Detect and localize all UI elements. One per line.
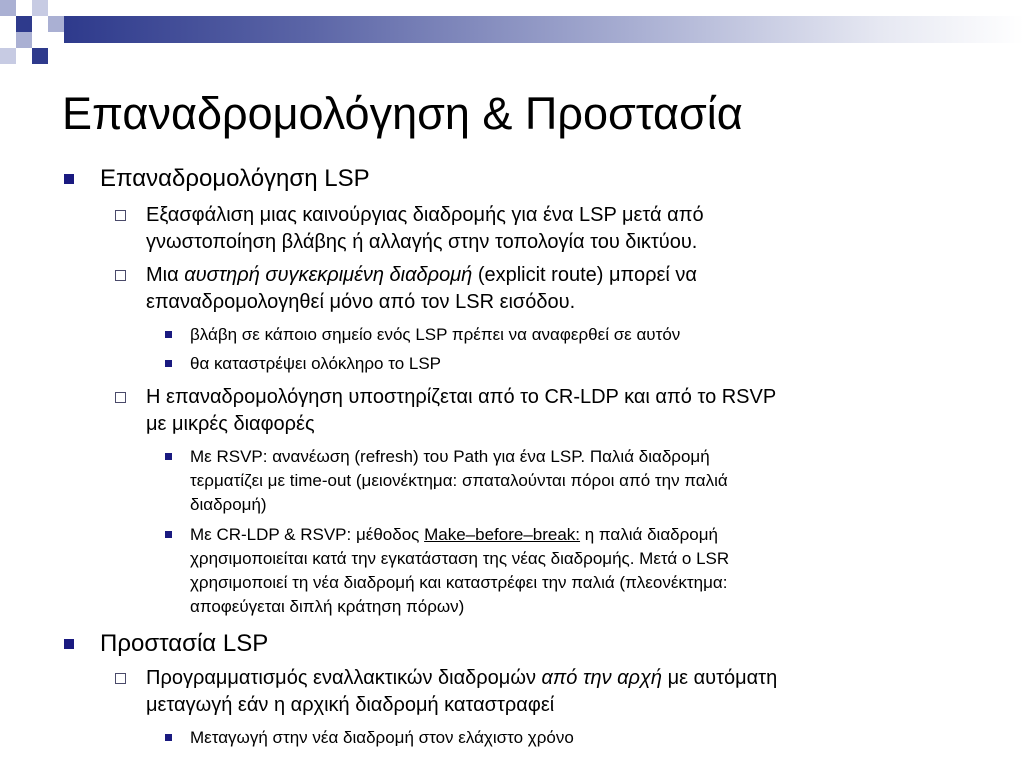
sub-bullet-text: χρησιμοποιεί τη νέα διαδρομή και καταστρέφει την παλιά (πλεονέκτημα: <box>190 573 728 592</box>
slide-title: Επαναδρομολόγηση & Προστασία <box>62 88 743 139</box>
sub-bullet-text: βλάβη σε κάποιο σημείο ενός LSP πρέπει να αναφερθεί σε αυτόν <box>190 325 681 344</box>
protection-heading: Προστασία LSP <box>100 630 269 657</box>
bullet-small-square-icon <box>165 453 172 460</box>
bullet-square-icon <box>64 639 74 649</box>
sub-bullet-text: Με RSVP: ανανέωση (refresh) του Path για ένα LSP. Παλιά διαδρομή <box>190 447 710 466</box>
bullet-small-square-icon <box>165 531 172 538</box>
sub-bullet-text: Μεταγωγή στην νέα διαδρομή στον ελάχιστο χρόνο <box>190 728 574 747</box>
sub-bullet-text: Με CR-LDP & RSVP: μέθοδος Make–before–break: η παλιά διαδρομή <box>190 525 718 544</box>
bullet-hollow-square-icon <box>115 210 126 221</box>
bullet-text: επαναδρομολογηθεί μόνο από τον LSR εισόδου. <box>146 291 576 313</box>
rerouting-heading: Επαναδρομολόγηση LSP <box>100 165 370 192</box>
bullet-text: γνωστοποίηση βλάβης ή αλλαγής στην τοπολογία του δικτύου. <box>146 231 698 253</box>
sub-bullet-text: αποφεύγεται διπλή κράτηση πόρων) <box>190 597 465 616</box>
bullet-hollow-square-icon <box>115 392 126 403</box>
bullet-text: μεταγωγή εάν η αρχική διαδρομή καταστραφεί <box>146 694 555 716</box>
bullet-hollow-square-icon <box>115 270 126 281</box>
bullet-text: με μικρές διαφορές <box>146 413 315 435</box>
sub-bullet-text: τερματίζει με time-out (μειονέκτημα: σπαταλούνται πόροι από την παλιά <box>190 471 728 490</box>
bullet-hollow-square-icon <box>115 673 126 684</box>
sub-bullet-text: χρησιμοποιείται κατά την εγκατάσταση της νέας διαδρομής. Μετά ο LSR <box>190 549 730 568</box>
bullet-square-icon <box>64 174 74 184</box>
bullet-text: Η επαναδρομολόγηση υποστηρίζεται από το CR-LDP και από το RSVP <box>146 386 777 408</box>
bullet-text: Εξασφάλιση μιας καινούργιας διαδρομής για ένα LSP μετά από <box>146 204 704 226</box>
bullet-text: Μια αυστηρή συγκεκριμένη διαδρομή (explicit route) μπορεί να <box>146 264 697 286</box>
sub-bullet-text: διαδρομή) <box>190 495 267 514</box>
bullet-small-square-icon <box>165 331 172 338</box>
sub-bullet-text: θα καταστρέψει ολόκληρο το LSP <box>190 354 441 373</box>
bullet-text: Προγραμματισμός εναλλακτικών διαδρομών από την αρχή με αυτόματη <box>146 667 778 689</box>
bullet-small-square-icon <box>165 734 172 741</box>
bullet-small-square-icon <box>165 360 172 367</box>
